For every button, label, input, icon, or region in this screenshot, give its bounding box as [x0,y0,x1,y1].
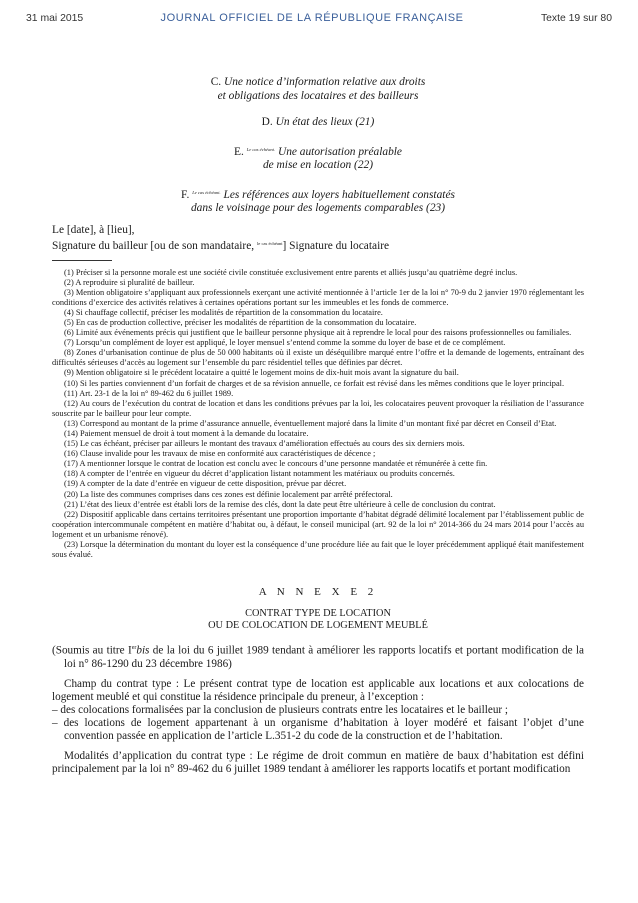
footnote: (12) Au cours de l’exécution du contrat de location et dans les conditions prévues par la loi, les colocataires peuvent provoquer la résiliation de l’assurance souscrite par le bailleur pour leur compte. [52,398,584,418]
item-c [52,76,584,103]
item-f-note: Le cas échéant. [192,189,221,195]
footnotes [52,268,584,561]
footnote: (9) Mention obligatoire si le précédent locataire a quitté le logement moins de dix-huit mois avant la signature du bail. [64,368,459,378]
item-d-line1: Un état des lieux (21) [275,116,375,128]
footnote: (13) Correspond au montant de la prime d’assurance annuelle, éventuellement majoré dans la limite d’un montant fixé par décret en Conseil d’Etat. [64,418,557,428]
item-e-line1: Une autorisation préalable [277,145,402,158]
footnote: (16) Clause invalide pour les travaux de mise en conformité aux caractéristiques de décence ; [64,449,376,459]
item-d [52,116,584,130]
scope-paragraph: Champ du contrat type : Le présent contrat type de location est applicable aux locations et aux colocations de logement meublé et qui constitue la résidence principale du preneur, à l’exception : [52,677,584,703]
item-d-letter: D. [261,116,273,128]
footnote: (20) La liste des communes comprises dans ces zones est définie localement par arrêté préfectoral. [64,489,393,499]
item-e-line2: de mise en location (22) [262,159,374,171]
footnote: (11) Art. 23-1 de la loi n° 89-462 du 6 juillet 1989. [64,388,234,398]
item-e-letter: E. [233,145,244,158]
footnote: (22) Dispositif applicable dans certains territoires présentant une proportion importante d’habitat dégradé délimité localement par l’établissement public de coopération intercommunale compétent en matière d’habitat ou, à défaut, le conseil municipal (art. 92 de la loi n° 2014-366 du 24 mars 2014 pour l’accès au logement et un urbanisme rénové). [52,509,584,539]
signature-block [52,224,584,254]
footnote: (4) Si chauffage collectif, préciser les modalités de répartition de la consommation du locataire. [64,307,383,317]
item-e-note: Le cas échéant. [246,146,276,152]
footnote: (3) Mention obligatoire s’appliquant aux professionnels exerçant une activité mentionnée à l’article 1er de la loi n° 70-9 du 2 janvier 1970 réglementant les conditions d’exercice des activités relatives à certaines opérations portant sur les immeubles et les fonds de commerce. [52,287,584,307]
footnote: (5) En cas de production collective, préciser les modalités de répartition de la consommation du locataire. [64,317,417,327]
footnote: (21) L’état des lieux d’entrée est établi lors de la remise des clés, dont la date peut être ultérieure à celle de conclusion du contrat. [64,499,496,509]
signature-tenant: ] Signature du locataire [282,240,390,252]
footnote: (15) Le cas échéant, préciser par ailleurs le montant des travaux d’amélioration effectués au cours des six derniers mois. [64,439,465,449]
annexe-body [52,642,584,776]
footnote: (18) A compter de l’entrée en vigueur du décret d’application listant notamment les matériaux ou produits concernés. [64,469,455,479]
signature-place-date: Le [date], à [lieu], [52,223,135,236]
footnote: (19) A compter de la date d’entrée en vigueur de cette disposition, prévue par décret. [64,479,347,489]
footnote: (2) A reproduire si pluralité de bailleur. [64,277,195,287]
contract-title [52,608,584,632]
item-f-letter: F. [181,188,190,201]
exception-item: – des locations de logement appartenant à un organisme d’habitation à loyer modéré et faisant l’objet d’une convention passée en application de l’article L.351-2 du code de la construction et de l’habitation. [52,716,584,742]
signature-line [52,237,584,254]
footnote: (10) Si les parties conviennent d’un forfait de charges et de sa révision annuelle, ce forfait est révisé dans les mêmes conditions que le loyer principal. [64,378,565,388]
footnote: (17) A mentionner lorsque le contrat de location est conclu avec le concours d’une personne mandatée et rémunérée à cette fin. [64,459,488,469]
header-date: 31 mai 2015 [26,12,84,24]
footnote: (23) Lorsque la détermination du montant du loyer est la conséquence d’une procédure liée au fait que le loyer précédemment appliqué était manifestement sous évalué. [52,540,584,560]
item-f-line1: Les références aux loyers habituellement constatés [223,188,455,201]
journal-title: JOURNAL OFFICIEL DE LA RÉPUBLIQUE FRANÇAISE [160,12,464,24]
footnote: (6) Limité aux événements précis qui justifient que le bailleur personne physique ait à reprendre le local pour des raisons professionnelles ou familiales. [64,328,572,338]
submission-note: (Soumis au titre Ierbis de la loi du 6 juillet 1989 tendant à améliorer les rapports locatifs et portant modification de la loi n° 86-1290 du 23 décembre 1986) [52,644,584,670]
item-c-line2: et obligations des locataires et des bailleurs [217,89,419,102]
footnote-divider [52,260,112,261]
header-page-number: Texte 19 sur 80 [540,12,612,24]
signature-note: le cas échéant [256,241,283,246]
exception-item: – des colocations formalisées par la conclusion de plusieurs contrats entre les locataires et le bailleur ; [52,703,509,716]
item-f [52,186,584,216]
item-f-line2: dans le voisinage pour des logements comparables (23) [190,202,446,214]
annexe-title: A N N E X E 2 [258,586,378,599]
item-e [52,143,584,173]
footnote: (14) Paiement mensuel de droit à tout moment à la demande du locataire. [64,429,309,438]
item-c-line1: Une notice d’information relative aux droits [224,76,426,88]
footnote: (7) Lorsqu’un complément de loyer est appliqué, le loyer mensuel s’entend comme la somme du loyer de base et de ce complément. [64,338,506,348]
modalities-paragraph: Modalités d’application du contrat type : Le régime de droit commun en matière de baux d’habitation est défini principalement par la loi n° 89-462 du 6 juillet 1989 tendant à améliorer les rapports locatifs et portant modification [52,749,584,775]
contract-title-line2: OU DE COLOCATION DE LOGEMENT MEUBLÉ [208,620,428,632]
item-c-letter: C. [210,76,222,88]
signature-landlord: Signature du bailleur [ou de son mandataire, [52,240,255,252]
contract-title-line1: CONTRAT TYPE DE LOCATION [245,608,391,620]
page-header [26,12,612,24]
footnote: (8) Zones d’urbanisation continue de plus de 50 000 habitants où il existe un déséquilibre marqué entre l’offre et la demande de logements, entraînant des difficultés sérieuses d’accès au logement sur l’ensemble du parc résidentiel telles que définies par décret. [52,348,584,368]
footnote: (1) Préciser si la personne morale est une société civile constituée exclusivement entre parents et alliés jusqu’au quatrième degré inclus. [64,267,518,277]
document-body [52,76,584,776]
